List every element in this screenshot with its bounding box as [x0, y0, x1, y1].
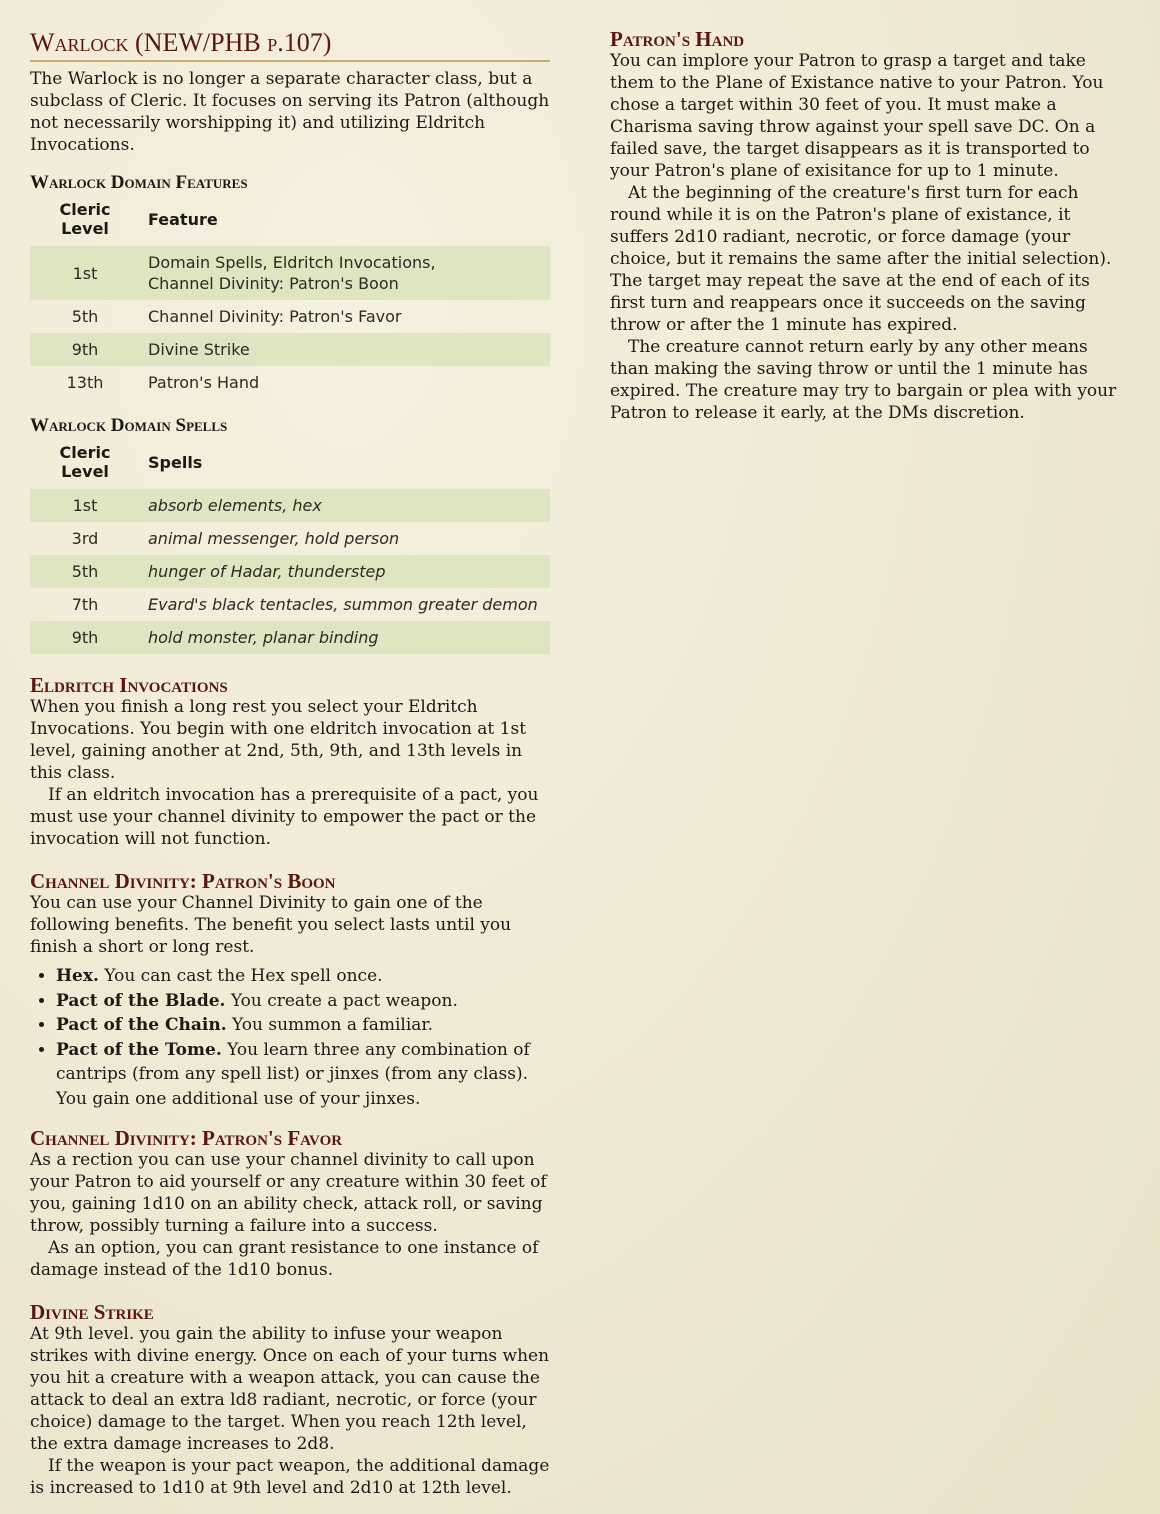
col-header-level: Cleric Level	[59, 200, 111, 238]
favor-heading: Channel Divinity: Patron's Favor	[30, 1126, 343, 1150]
col-header-spells: Spells	[148, 452, 203, 472]
row-level: 13th	[66, 373, 104, 392]
row-feature	[140, 246, 550, 300]
row-feature: Divine Strike	[140, 333, 550, 366]
row-level: 7th	[71, 595, 99, 614]
list-item-name: Pact of the Chain.	[56, 1015, 227, 1035]
hand-heading: Patron's Hand	[610, 27, 745, 51]
row-spells: absorb elements, hex	[140, 489, 550, 522]
list-item-text: You learn three any combination of cantrips (from any spell list) or jinxes (from any class). You gain one additional use of your jinxes.	[56, 1039, 530, 1109]
list-item-text: You create a pact weapon.	[225, 990, 458, 1011]
list-item	[56, 964, 550, 989]
intro-paragraph: The Warlock is no longer a separate character class, but a subclass of Cleric. It focuses on serving its Patron (although not necessarily worshipping it) and utilizing Eldritch Invocations.	[30, 69, 550, 155]
list-item-text: You can cast the Hex spell once.	[98, 966, 383, 986]
spacer	[30, 1281, 550, 1301]
list-item	[56, 1038, 550, 1112]
table-row	[30, 300, 550, 333]
table-row	[30, 621, 550, 654]
row-level: 9th	[30, 333, 140, 366]
col-header-feature: Feature	[148, 209, 218, 229]
table-row	[30, 333, 550, 366]
hand-paragraph: The creature cannot return early by any other means than making the saving throw or until the 1 minute has expired. The creature may try to bargain or plea with your Patron to release it early, at the DMs discretion.	[610, 337, 1117, 423]
row-level: 3rd	[71, 529, 99, 548]
row-feature-line: Channel Divinity: Patron's Boon	[148, 274, 399, 293]
row-level: 5th	[30, 555, 140, 588]
table-row	[30, 522, 550, 555]
boon-paragraph: You can use your Channel Divinity to gain one of the following benefits. The benefit you select lasts until you finish a short or long rest.	[30, 893, 512, 957]
row-level: 5th	[71, 307, 99, 326]
features-table-heading: Warlock Domain Features	[30, 172, 248, 193]
spells-table	[30, 441, 550, 654]
strike-heading: Divine Strike	[30, 1300, 154, 1324]
col-header-level: Cleric Level	[59, 443, 111, 481]
eldritch-paragraph: If an eldritch invocation has a prerequisite of a pact, you must use your channel divinity to empower the pact or the invocation will not function.	[30, 785, 539, 849]
page-title: Warlock (NEW/PHB p.107)	[30, 28, 550, 62]
spacer	[30, 1111, 550, 1127]
list-item	[56, 989, 550, 1014]
row-spells: hold monster, planar binding	[140, 621, 550, 654]
spells-table-heading: Warlock Domain Spells	[30, 415, 228, 436]
strike-paragraph: If the weapon is your pact weapon, the additional damage is increased to 1d10 at 9th level and 2d10 at 12th level.	[30, 1456, 550, 1498]
row-feature-line: Domain Spells, Eldritch Invocations,	[148, 253, 436, 272]
row-level: 1st	[30, 489, 140, 522]
list-item-name: Hex.	[56, 966, 99, 986]
boon-list	[30, 964, 550, 1111]
list-item-text: You summon a familiar.	[226, 1015, 434, 1035]
table-row	[30, 588, 550, 621]
table-row	[30, 555, 550, 588]
eldritch-paragraph: When you finish a long rest you select your Eldritch Invocations. You begin with one eldritch invocation at 1st level, gaining another at 2nd, 5th, 9th, and 13th levels in this class.	[30, 697, 527, 783]
table-row	[30, 366, 550, 399]
hand-paragraph: At the beginning of the creature's first turn for each round while it is on the Patron's plane of existance, it suffers 2d10 radiant, necrotic, or force damage (your choice, but it remains the same after the initial selection). The target may repeat the save at the end of each of its first turn and reappears once it succeeds on the saving throw or after the 1 minute has expired.	[610, 183, 1112, 335]
row-feature: Channel Divinity: Patron's Favor	[148, 307, 402, 326]
features-table	[30, 198, 550, 399]
row-level: 9th	[30, 621, 140, 654]
row-spells: Evard's black tentacles, summon greater demon	[148, 595, 538, 614]
list-item-name: Pact of the Tome.	[56, 1039, 222, 1060]
table-row	[30, 489, 550, 522]
list-item-name: Pact of the Blade.	[56, 990, 226, 1011]
favor-paragraph: As an option, you can grant resistance to one instance of damage instead of the 1d10 bonus.	[30, 1238, 539, 1280]
row-spells: animal messenger, hold person	[148, 529, 400, 548]
spacer	[30, 654, 550, 674]
table-header-row	[30, 441, 550, 489]
boon-heading: Channel Divinity: Patron's Boon	[30, 869, 336, 893]
eldritch-heading: Eldritch Invocations	[30, 673, 228, 697]
row-level: 1st	[30, 246, 140, 300]
strike-paragraph: At 9th level. you gain the ability to infuse your weapon strikes with divine energy. Once on each of your turns when you hit a creature with a weapon attack, you can cause the attack to deal an extra ld8 radiant, necrotic, or force (your choice) damage to the target. When you reach 12th level, the extra damage increases to 2d8.	[30, 1324, 550, 1454]
table-row	[30, 246, 550, 300]
left-column	[30, 28, 550, 1499]
list-item	[56, 1013, 550, 1038]
row-spells: hunger of Hadar, thunderstep	[140, 555, 550, 588]
favor-paragraph: As a rection you can use your channel divinity to call upon your Patron to aid yourself or any creature within 30 feet of you, gaining 1d10 on an ability check, attack roll, or saving throw, possibly turning a failure into a success.	[30, 1150, 547, 1236]
table-header-row	[30, 198, 550, 246]
hand-paragraph: You can implore your Patron to grasp a target and take them to the Plane of Existance native to your Patron. You chose a target within 30 feet of you. It must make a Charisma saving throw against your spell save DC. On a failed save, the target disappears as it is transported to your Patron's plane of exisitance for up to 1 minute.	[610, 51, 1104, 181]
spacer	[30, 850, 550, 870]
row-feature: Patron's Hand	[148, 373, 260, 392]
right-column	[610, 28, 1128, 424]
